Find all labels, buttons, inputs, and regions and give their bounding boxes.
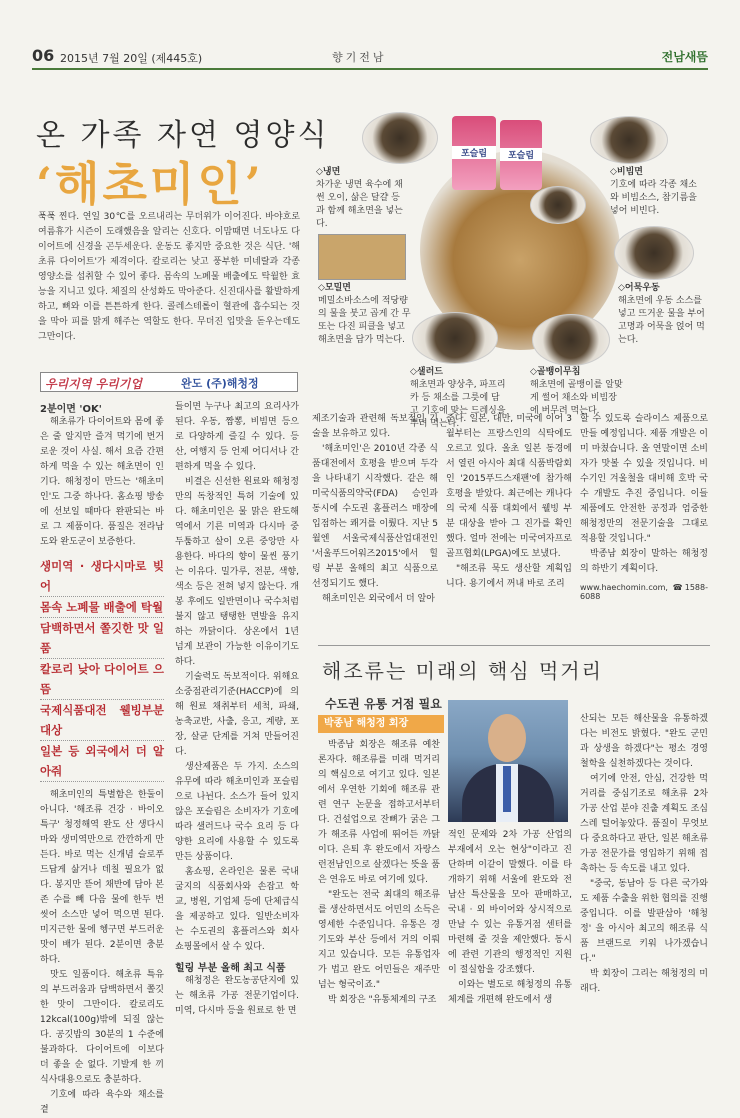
paragraph: 여기에 안전, 안심, 건강한 먹거리를 중심기조로 해초류 2차 가공 산업 분야 진출 계획도 조심스레 털어놓았다. 품질이 무엇보다 중요하다고 판단, 일본 해초류 가공 전문가를 영입하기 위해 접촉하는 등 속도를 내고 있다. — [580, 774, 708, 874]
headline-line1: 온 가족 자연 영양식 — [36, 118, 330, 153]
caption-text: 차가운 냉면 육수에 채 썬 오이, 삶은 달걀 등과 함께 해초면을 넣는다. — [316, 180, 403, 229]
intro-paragraph: 푹푹 찐다. 연일 30℃를 오르내리는 무더위가 이어진다. 바야흐로 여름휴가 시즌이 도래했음을 알리는 신호다. 이맘때면 너도나도 다이어트에 신경을 곤두세운다. 운동도 좋지만 중요한 것은 식단. '해초류 다이어트'가 제격이다. 칼로리는 낮고 풍부한 미네랄과 각종 영양소를 섭취할 수 있어 좋다. 몸속의 노폐물 배출에도 탁월한 효능을 지니고 있다. 체질의 산성화도 막아준다. 신진대사를 활발하게 하고, 뼈와 이를 튼튼하게 한다. 콜레스테롤이 혈관에 흡수되는 것을 막아 피를 맑게 해주는 역할도 한다. 무더진 입맛을 돋우는데도 그만이다. — [38, 212, 300, 342]
subhead: 힐링 부분 올해 최고 식품 — [175, 963, 286, 974]
article-column-2 — [175, 400, 299, 1019]
paragraph: 박 회장은 "유통체계의 구조 — [328, 995, 437, 1005]
company-name: 완도 (주)해청정 — [181, 377, 259, 390]
interview-column-1 — [318, 738, 440, 1008]
portrait-photo — [448, 700, 568, 822]
naengmyeon-photo — [362, 112, 438, 164]
article-column-1 — [40, 400, 164, 1118]
product-pack-photo — [452, 116, 496, 190]
highlight-item: 생미역 · 생다시마로 빚어 — [40, 556, 164, 597]
salad-photo — [412, 312, 498, 364]
caption-eomuk — [618, 282, 706, 347]
interview-subtitle: 수도권 유통 거점 필요 — [325, 697, 442, 711]
paragraph: 박종남 회장이 말하는 해청정의 하반기 계획이다. — [580, 549, 708, 574]
paragraph: 들이면 누구나 최고의 요리사가 된다. 우동, 짬뽕, 비빔면 등으로 다양하게 즐길 수 있다. 등산, 여행지 등 언제 어디서나 간편하게 먹을 수 있다. — [175, 402, 299, 472]
caption-title: ◇비빔면 — [610, 167, 644, 177]
paragraph: 해청정은 완도농공단지에 있는 해초류 가공 전문기업이다. 미역, 다시마 등을 원료로 한 면 — [175, 976, 299, 1016]
sauce-bowl-photo — [530, 186, 586, 224]
highlight-item: 칼로리 낮아 다이어트 으뜸 — [40, 659, 164, 700]
paragraph: 해초미인은 외국에서 더 알아 — [322, 594, 435, 604]
caption-golbaengi — [530, 366, 624, 418]
interview-column-3 — [580, 712, 708, 997]
page-number: 06 — [32, 46, 55, 65]
paragraph: '해초미인'은 2010년 각종 식품대전에서 호평을 받으며 두각을 나타내기 시작했다. 같은 해 미국식품의약국(FDA) 승인과 동시에 수도권 홈플러스 매장에 입점하는 쾌거를 이뤘다. 지난 5월엔 서울국제식품산업대전인 '서울푸드어워즈2015'에서 힐링 부분 올해의 최고 식품으로 선정되기도 했다. — [312, 444, 438, 589]
caption-title: ◇냉면 — [316, 167, 341, 177]
paragraph: 기호에 따라 육수와 채소를 곁 — [40, 1090, 164, 1115]
paragraph: 홈쇼핑, 온라인은 물론 국내 굴지의 식품회사와 손잡고 학교, 병원, 기업체 등에 단체급식을 제공하고 있다. 일반소비자는 수도권의 홈플러스와 회사 쇼핑몰에서 살 수 있다. — [175, 867, 299, 952]
article-column-3 — [312, 412, 438, 607]
section-name: 향기전남 — [332, 51, 387, 64]
contact-info: www.haechomin.com, ☎1588-6088 — [580, 583, 708, 601]
paragraph: 해초미인의 특별함은 한둘이 아니다. '해조류 건강 · 바이오 특구' 청정해역 완도 산 생다시마와 생미역만으로 깐깐하게 만든다. 바로 먹는 신개념 슬로푸드답게 삶거나 데칠 필요가 없다. 봉지만 뜯어 채반에 담아 본존 수를 빼 다음 물에 한두 번 씻어 소스만 넣어 먹으면 된다. 미지근한 물에 헹구면 부드러운 맛이 배가 된다. 2분이면 충분하다. — [40, 790, 164, 965]
interview-title: 해조류는 미래의 핵심 먹거리 — [322, 659, 603, 683]
paragraph: 할 수 있도록 슬라이스 제품으로 만들 예정입니다. 제품 개발은 이미 마쳤습니다. 올 연말이면 소비자가 맛볼 수 있을 것입니다. 비수기인 겨울철을 대비해 호박 국수 개발도 추진 중입니다. 이들 제품에도 안전한 공정과 엄중한 해청정만의 전문기술을 그대로 적용할 것입니다." — [580, 414, 708, 544]
paragraph: 해초류가 다이어트와 몸에 좋은 줄 알지만 즐겨 먹기에 번거로운 것이 사실. 해서 요즘 간편하게 먹을 수 있는 해초면이 인기다. 해청정이 만드는 '해초미인'도 그중 하나다. 홈쇼핑 방송에 선보일 때마다 완판되는 바로 그 제품이다. 품질은 전라남도와 완도군이 보증한다. — [40, 417, 164, 547]
caption-title: ◇샐러드 — [410, 367, 444, 377]
pack-label: 포슬림 — [452, 146, 496, 159]
caption-text: 해초면과 양상추, 파프리카 등 채소를 그릇에 담고 기호에 맞는 드레싱을 뿌려 먹는다. — [410, 380, 506, 429]
caption-text: 해초면에 우동 소스를 넣고 뜨거운 물을 부어 고명과 어묵을 얹어 먹는다. — [618, 296, 705, 345]
eomuk-photo — [614, 226, 694, 280]
caption-bibimmyeon — [610, 166, 698, 218]
paragraph: 비결은 신선한 원료와 해청정만의 독창적인 특허 기술에 있다. 해초미인은 물 맑은 완도해역에서 기른 미역과 다시마 중 두툼하고 살이 오른 중앙만 사용한다. 바다의 향이 물씬 풍기는 이유다. 밀가루, 전분, 색향, 색소 등은 전혀 넣지 않는다. 개봉 후에도 일반면이나 국수처럼 불지 않고 탱탱한 면발을 유지하는 까닭이다. 상온에서 1년 넘게 보관이 가능한 이유이기도 하다. — [175, 477, 299, 667]
highlight-item: 일본 등 외국에서 더 알아줘 — [40, 741, 164, 782]
issue-date: 2015년 7월 20일 (제445호) — [60, 52, 203, 65]
paragraph: 기술력도 독보적이다. 위해요소중점관리기준(HACCP)에 의해 원료 채취부터 세척, 파쇄, 농축교반, 사출, 응고, 계량, 포장, 살균 단계를 거쳐 만들어진다. — [175, 672, 299, 757]
article-column-5 — [580, 412, 708, 601]
golbaengi-photo — [532, 314, 610, 366]
interview-column-2 — [448, 828, 572, 1008]
paragraph: 맛도 일품이다. 해초류 특유의 부드러움과 담백하면서 쫄깃한 맛이 그만이다. 칼로리도 12kcal(100g)밖에 되질 않는다. 공깃밥의 30분의 1 수준에 불과하다. 다이어트에 이보다 더 좋을 순 없다. 기발게 한 끼 식사대용으로도 충분하다. — [40, 970, 164, 1085]
caption-title: ◇골뱅이무침 — [530, 367, 581, 377]
caption-text: 메밀소바소스에 적당량의 물을 붓고 곱게 간 무 또는 다진 피클을 넣고 해초면을 담가 먹는다. — [318, 296, 411, 345]
paragraph: "해조류 묵도 생산할 계획입니다. 용기에서 꺼내 바로 조리 — [446, 564, 572, 589]
caption-text: 해초면에 골뱅이를 알맞게 썰어 채소와 비빔장에 버무려 먹는다. — [530, 380, 623, 416]
portrait-face — [488, 714, 526, 762]
bibimmyeon-photo — [590, 116, 668, 164]
article-column-4 — [446, 412, 572, 592]
headline-line2: ‘해초미인’ — [36, 157, 264, 211]
publication-name: 전남새뜸 — [661, 50, 708, 64]
paragraph: 생산제품은 두 가지. 소스의 유무에 따라 해초미인과 포슬림으로 나뉜다. 소스가 들어 있지 않은 포슬림은 소비자가 기호에 따라 샐러드나 국수 요리 등 다양한 요리에 사용할 수 있도록 만든 상품이다. — [175, 762, 299, 862]
highlight-item: 몸속 노폐물 배출에 탁월 — [40, 597, 164, 618]
interviewee-tag: 박종남 해청정 회장 — [318, 715, 444, 733]
subhead: 2분이면 'OK' — [40, 404, 102, 415]
paragraph: 제조기술과 관련해 독보적인 기술을 보유하고 있다. — [312, 414, 438, 439]
caption-naengmyeon — [316, 166, 408, 231]
paragraph: 적인 문제와 2차 가공 산업의 부재에서 오는 현상"이라고 진단하며 이같이 말했다. 이를 타개하기 위해 서울에 완도와 전남산 특산물을 모아 판매하고, 국내 · 외 바이어와 상시적으로 만날 수 있는 유통거점 센터를 마련해 줄 것을 제안했다. 동시에 관련 기관의 행정적인 지원이 절실함을 강조했다. — [448, 830, 572, 975]
page-header — [32, 46, 708, 70]
company-banner — [40, 372, 298, 392]
paragraph: 산되는 모든 해산물을 유통하겠다는 비전도 밝혔다. "완도 군민과 상생을 하겠다"는 평소 경영철학을 실천하겠다는 것이다. — [580, 714, 708, 769]
paragraph: "완도는 전국 최대의 해조류를 생산하면서도 어민의 소득은 영세한 수준입니다. 유통은 경기도와 부산 등에서 거의 이뤄지고 있습니다. 모든 유통업자가 법고 완도 어민들은 재주만 넘는 형국이죠." — [318, 890, 440, 990]
paragraph: 이와는 별도로 해청정의 유통 체계를 개편해 완도에서 생 — [448, 980, 572, 1005]
pack-label-2: 포슬림 — [500, 148, 542, 161]
paragraph: 준다. 일본, 대만, 미국에 이어 3월부터는 프랑스인의 식탁에도 오르고 있다. 올초 일본 동경에서 열린 아시아 최대 식품박람회인 '2015푸드스재팬'에 참가해 호평을 받았다. 최근에는 캐나다의 국제 식품 대회에서 웰빙 부분 대상을 받아 그 진가를 확인했다. 얼마 전에는 미국여자프로골프협회(LPGA)에도 보냈다. — [446, 414, 572, 559]
caption-title: ◇어묵우동 — [618, 283, 660, 293]
product-pack-photo-2 — [500, 120, 542, 190]
paragraph: 박종남 회장은 해조류 예찬론자다. 해조류를 미래 먹거리의 핵심으로 여기고 있다. 일본에서 우연한 기회에 해조류 관련 연구 논문을 접하고서부터다. 건설업으로 잔뼈가 굵은 그가 해조류 사업에 뛰어든 까닭이다. 은퇴 후 완도에서 자랑스런전남인으로 살겠다는 뜻을 품은 연유도 바로 여기에 있다. — [318, 740, 440, 885]
paragraph: 박 회장이 그리는 해청정의 미래다. — [580, 969, 708, 994]
caption-text: 기호에 따라 각종 채소와 비빔소스, 참기름을 넣어 비빈다. — [610, 180, 697, 216]
portrait-tie — [503, 766, 511, 812]
caption-title: ◇모밀면 — [318, 283, 352, 293]
caption-momil — [318, 282, 412, 347]
highlight-item: 담백하면서 쫄깃한 맛 일품 — [40, 618, 164, 659]
momil-photo — [318, 234, 406, 280]
paragraph: "중국, 동남아 등 다른 국가와도 제품 수출을 위한 협의를 진행 중입니다. 이를 발판삼아 '해청정' 을 아시아 최고의 해조류 식품 브랜드로 키워 나가겠습니다." — [580, 879, 708, 964]
highlight-list — [40, 556, 164, 782]
series-logo: 우리지역 우리기업 — [45, 377, 142, 391]
highlight-item: 국제식품대전 웰빙부분 대상 — [40, 700, 164, 741]
